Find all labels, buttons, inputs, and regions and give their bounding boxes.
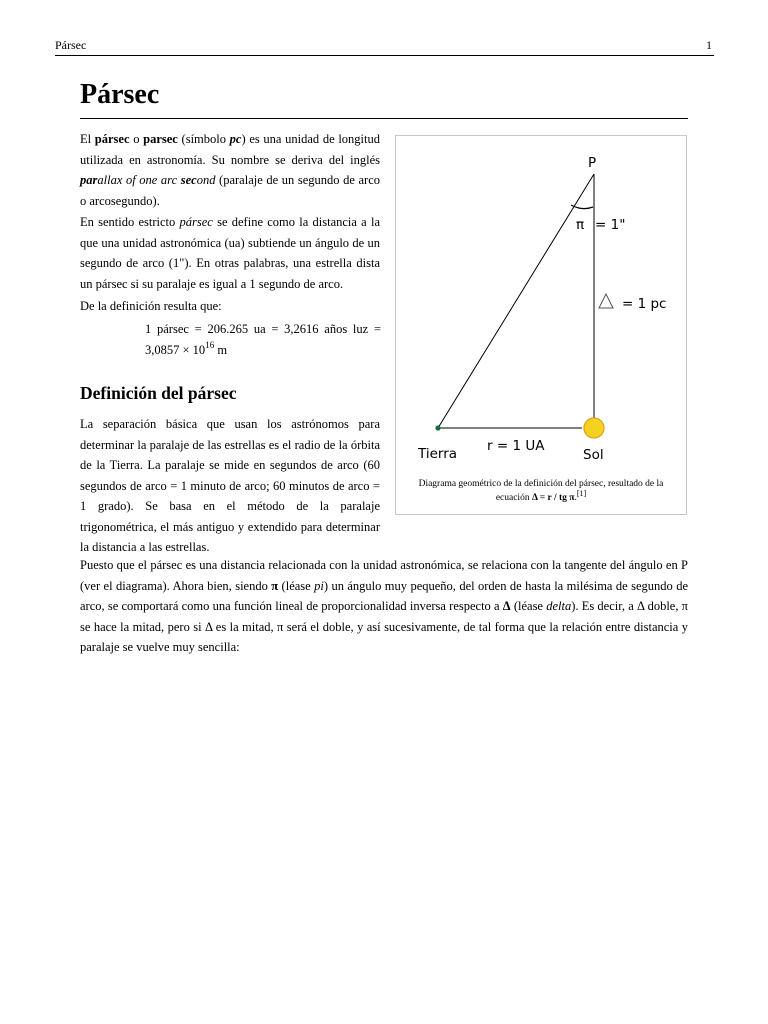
etymology-par: par — [80, 173, 98, 187]
formula-text: 1 pársec = 206.265 ua = 3,2616 años luz = 3,0857 × 10 — [145, 322, 381, 357]
etymology-text: ond — [196, 173, 216, 187]
parsec-diagram-figure — [395, 135, 687, 515]
earth-dot — [435, 425, 440, 430]
label-sol: Sol — [583, 447, 604, 463]
text: En sentido estricto — [80, 215, 180, 229]
text: (léase — [510, 599, 547, 613]
text: (léase — [278, 578, 315, 593]
label-pi-symbol: π — [576, 217, 585, 233]
text: (paralaje de un segundo de arco o arcosegundo). — [80, 173, 381, 208]
label-p: P — [588, 155, 597, 171]
parsec-diagram — [396, 136, 686, 476]
text: o — [129, 132, 144, 146]
figure-caption — [402, 477, 680, 505]
delta-symbol: Δ — [502, 599, 511, 613]
page-number: 1 — [706, 38, 712, 52]
relation-paragraph — [80, 555, 688, 658]
text: ) es una unidad de longitud utilizada en astronomía. Su nombre se deriva del inglés — [80, 132, 381, 167]
label-tierra: Tierra — [418, 446, 458, 462]
term-parsec-alt: parsec — [143, 132, 178, 146]
section-heading: Definición del pársec — [80, 383, 237, 403]
text: se define como la distancia a la que una unidad astronómica (ua) subtiende un ángulo de un segundo de arco (1"). En otras palabras, una estrella dista un pársec si su paralaje es igual a 1 segundo de arco. — [80, 215, 380, 291]
text: El — [80, 132, 95, 146]
parsec-formula — [145, 319, 381, 361]
label-distance: = 1 pc — [622, 296, 667, 312]
term-parsec: pársec — [94, 132, 130, 146]
caption-text: Diagrama geométrico de la definición del pársec, resultado de la ecuación — [418, 479, 664, 503]
symbol-pc: pc — [229, 132, 242, 146]
text: ) un ángulo muy pequeño, del orden de hasta la milésima de segundo de arco, se comportará como una función lineal de proporcionalidad inversa respecto a — [80, 578, 688, 613]
article-title: Pársec — [80, 79, 160, 110]
formula-exponent: 16 — [205, 340, 215, 350]
running-header — [55, 38, 714, 56]
intro-paragraph — [80, 129, 380, 211]
header-title: Pársec — [55, 38, 87, 52]
definition-intro: De la definición resulta que: — [80, 299, 222, 313]
etymology-text: allax of one arc — [97, 173, 181, 187]
text: ). Es decir, a Δ doble, π se hace la mitad, pero si Δ es la mitad, π será el doble, y así sucesivamente, de tal forma que la relación entre distancia y paralaje se vuelve muy sencilla: — [80, 599, 688, 654]
label-angle: = 1" — [595, 217, 626, 233]
text: (símbolo — [177, 132, 230, 146]
pi-word: pi — [314, 578, 324, 593]
pi-symbol: π — [271, 578, 279, 593]
strict-definition-paragraph — [80, 212, 380, 294]
caption-text: . — [574, 493, 577, 503]
citation-link[interactable]: [1] — [576, 489, 587, 498]
formula-unit: m — [214, 343, 228, 357]
delta-triangle-icon — [599, 294, 613, 308]
etymology-sec: sec — [180, 173, 197, 187]
term-parsec-italic: pársec — [179, 215, 213, 229]
label-radius: r = 1 UA — [487, 438, 545, 454]
text: Puesto que el pársec es una distancia relacionada con la unidad astronómica, se relaciona con la tangente del ángulo en P (ver el diagrama). Ahora bien, siendo — [80, 558, 688, 593]
caption-equation: Δ = r / tg π — [531, 493, 575, 503]
title-divider — [80, 118, 688, 119]
sun-circle — [584, 418, 604, 438]
hypotenuse-line — [438, 174, 594, 428]
delta-word: delta — [546, 599, 572, 613]
section-paragraph: La separación básica que usan los astrónomos para determinar la paralaje de las estrellas es el radio de la órbita de la Tierra. La paralaje se mide en segundos de arco (60 segundos de arco = 1 minuto de arco; 60 minutos de arco = 1 grado). Se basa en el método de la paralaje trigonométrica, el más antiguo y extendido para determinar la distancia a las estrellas. — [80, 417, 380, 554]
